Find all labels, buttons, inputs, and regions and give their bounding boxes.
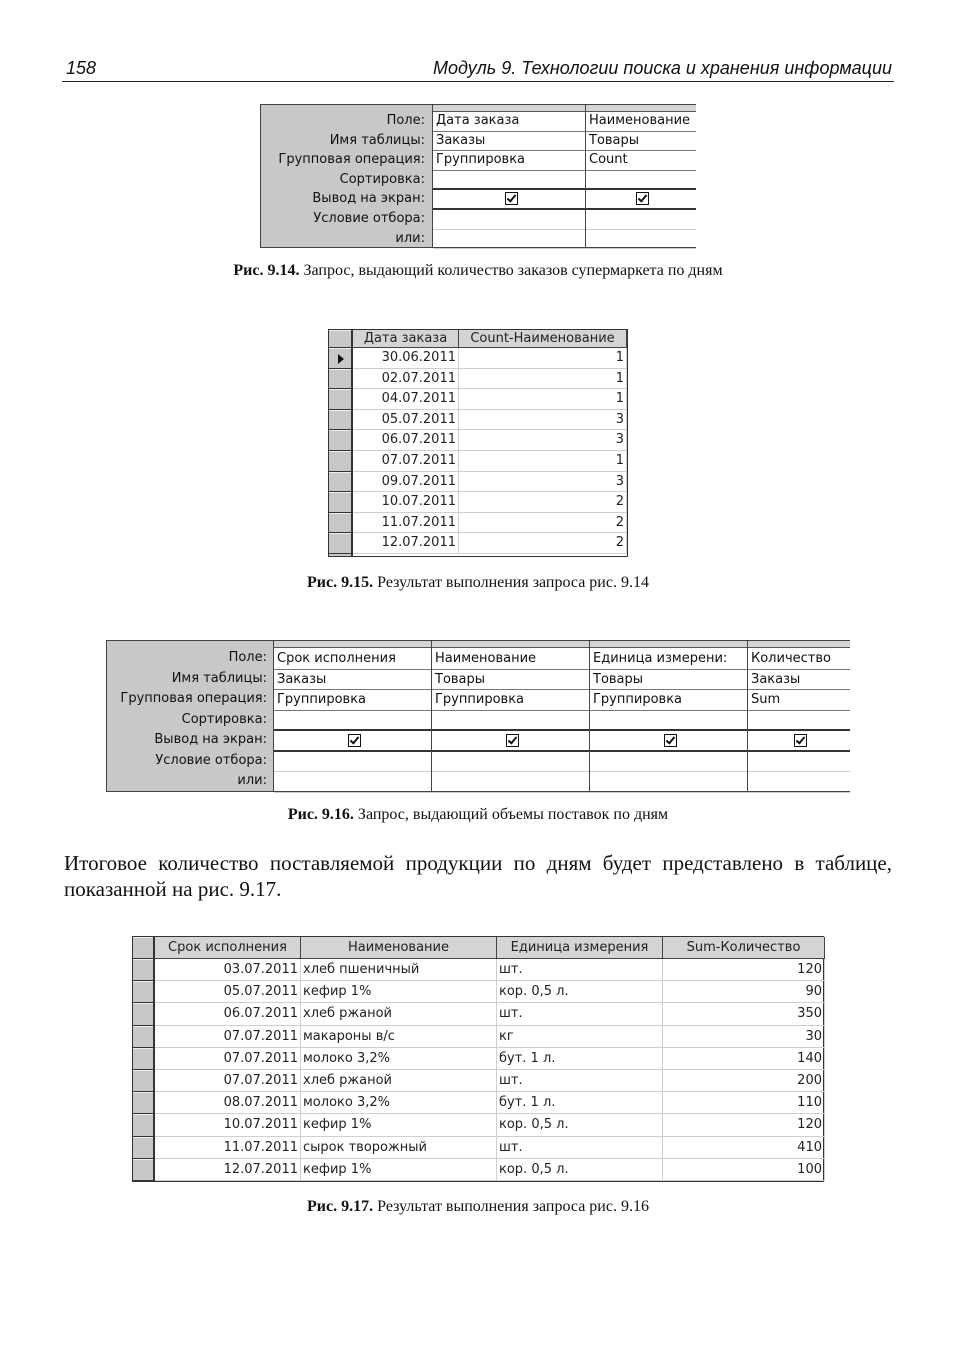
query-column[interactable] [747,641,850,791]
row-label: Сортировка: [181,711,267,727]
caption-text: Результат выполнения запроса рис. 9.16 [373,1198,649,1215]
table-cell[interactable]: кефир 1% [301,1114,497,1136]
table-cell[interactable]: Заказы [274,670,432,691]
record-selector[interactable] [133,1026,153,1048]
or-cell[interactable] [590,772,748,793]
table-cell[interactable]: 1 [459,389,627,410]
table-cell[interactable]: 1 [459,348,627,369]
sort-cell[interactable] [274,711,432,732]
record-selector[interactable] [133,1003,153,1025]
checkbox-checked-icon[interactable] [794,734,807,747]
table-cell[interactable]: хлеб ржаной [301,1070,497,1092]
checkbox-checked-icon[interactable] [505,192,518,205]
group-op-cell[interactable]: Группировка [274,690,432,711]
table-cell[interactable]: 140 [663,1048,825,1070]
column-selector[interactable] [274,641,432,648]
table-cell[interactable]: бут. 1 л. [497,1048,663,1070]
table-cell[interactable]: шт. [497,959,663,981]
row-label: Поле: [228,650,267,665]
or-cell[interactable] [748,772,850,793]
field-cell[interactable]: Единица измерени: [590,649,748,670]
table-cell[interactable]: кор. 0,5 л. [497,981,663,1003]
sort-cell[interactable] [748,711,850,732]
table-cell[interactable]: молоко 3,2% [301,1048,497,1070]
table-cell[interactable]: 30 [663,1026,825,1048]
sort-cell[interactable] [432,711,590,732]
table-cell[interactable]: 05.07.2011 [353,410,459,431]
show-checkbox-cell[interactable] [590,731,748,752]
table-cell[interactable]: 200 [663,1070,825,1092]
select-all-box[interactable] [329,330,351,348]
record-selector[interactable] [329,369,351,390]
table-cell[interactable]: 07.07.2011 [155,1048,301,1070]
table-cell[interactable]: 10.07.2011 [353,492,459,513]
row-label: Условие отбора: [155,752,267,768]
table-cell[interactable]: 2 [459,492,627,513]
query-column[interactable] [585,105,696,247]
row-label: Вывод на экран: [154,732,267,747]
query-design-grid-9-14 [260,104,696,248]
table-cell[interactable]: 12.07.2011 [353,533,459,554]
group-op-cell[interactable]: Группировка [590,690,748,711]
table-cell[interactable]: 02.07.2011 [353,369,459,390]
running-header [62,55,894,82]
row-label: Сортировка: [339,171,425,187]
table-cell[interactable]: 350 [663,1003,825,1025]
column-selector[interactable] [432,641,590,648]
caption-text: Запрос, выдающий количество заказов супермаркета по дням [299,262,723,279]
table-cell[interactable]: 30.06.2011 [353,348,459,369]
table-cell[interactable]: 11.07.2011 [155,1137,301,1159]
checkbox-checked-icon[interactable] [664,734,677,747]
criteria-cell[interactable] [274,752,432,773]
table-cell[interactable]: 2 [459,533,627,554]
group-op-cell[interactable]: Группировка [432,690,590,711]
group-op-cell[interactable]: Count [586,151,696,171]
show-checkbox-cell[interactable] [748,731,850,752]
row-label: Имя таблицы: [171,670,267,686]
caption-text: Запрос, выдающий объемы поставок по дням [353,806,669,823]
row-label: Групповая операция: [120,691,267,706]
criteria-cell[interactable] [586,210,696,230]
record-selector[interactable] [329,389,351,410]
caption-label: Рис. 9.17. [307,1198,374,1215]
table-cell[interactable]: 09.07.2011 [353,472,459,493]
table-cell[interactable]: 120 [663,959,825,981]
checkbox-checked-icon[interactable] [348,734,361,747]
table-cell[interactable]: сырок творожный [301,1137,497,1159]
table-cell[interactable]: 03.07.2011 [155,959,301,981]
table-cell[interactable]: кор. 0,5 л. [497,1159,663,1181]
group-op-cell[interactable]: Группировка [433,151,586,171]
record-selector[interactable] [133,1070,153,1092]
checkbox-checked-icon[interactable] [506,734,519,747]
table-cell[interactable]: кефир 1% [301,1159,497,1181]
row-labels [107,641,273,791]
show-checkbox-cell[interactable] [433,190,586,210]
record-selector[interactable] [133,1159,153,1181]
table-cell[interactable]: 06.07.2011 [353,430,459,451]
table-cell[interactable]: 3 [459,472,627,493]
table-cell[interactable]: 06.07.2011 [155,1003,301,1025]
query-column[interactable] [432,105,586,247]
caption-label: Рис. 9.16. [287,806,354,823]
table-cell[interactable]: 110 [663,1092,825,1114]
record-selector[interactable] [133,1092,153,1114]
table-cell[interactable]: Товары [590,670,748,691]
record-selector[interactable] [133,1048,153,1070]
criteria-cell[interactable] [590,752,748,773]
record-selector[interactable] [133,1114,153,1136]
caption-label: Рис. 9.15. [307,574,374,591]
table-cell[interactable]: кг [497,1026,663,1048]
table-cell[interactable]: 11.07.2011 [353,513,459,534]
field-cell[interactable]: Количество [748,649,850,670]
row-labels [261,105,431,247]
table-cell[interactable]: хлеб ржаной [301,1003,497,1025]
caption-label: Рис. 9.14. [233,262,300,279]
column-header[interactable]: Count-Наименование [459,330,627,348]
table-cell[interactable]: шт. [497,1137,663,1159]
record-selector[interactable] [133,981,153,1003]
query-design-grid-9-16 [106,640,850,792]
or-cell[interactable] [586,230,696,250]
field-cell[interactable]: Наименование [586,112,696,132]
record-selector[interactable] [329,492,351,513]
row-label: Поле: [386,113,425,128]
criteria-cell[interactable] [433,210,586,230]
table-cell[interactable]: 08.07.2011 [155,1092,301,1114]
sort-cell[interactable] [433,171,586,191]
caption-fig-9-15 [100,574,856,592]
table-cell[interactable]: 10.07.2011 [155,1114,301,1136]
column-header[interactable]: Наименование [301,937,497,959]
show-checkbox-cell[interactable] [274,731,432,752]
caption-fig-9-14 [100,262,856,280]
criteria-cell[interactable] [432,752,590,773]
record-selector[interactable] [329,348,351,369]
field-cell[interactable]: Наименование [432,649,590,670]
table-cell[interactable]: 04.07.2011 [353,389,459,410]
criteria-cell[interactable] [748,752,850,773]
record-selector[interactable] [133,1137,153,1159]
table-cell[interactable]: Заказы [748,670,850,691]
table-cell[interactable]: 1 [459,369,627,390]
column-selector[interactable] [590,641,748,648]
record-selector[interactable] [329,533,351,554]
result-datasheet-9-17 [132,936,824,1182]
row-label: или: [395,230,425,246]
record-selector-column [133,937,155,1181]
chapter-title: Модуль 9. Технологии поиска и хранения информации [433,58,892,78]
table-cell[interactable]: бут. 1 л. [497,1092,663,1114]
record-selector[interactable] [329,472,351,493]
row-label: Имя таблицы: [329,132,425,148]
caption-fig-9-17 [100,1198,856,1216]
row-label: Групповая операция: [278,152,425,168]
table-cell[interactable]: 05.07.2011 [155,981,301,1003]
query-column[interactable] [589,641,748,791]
sort-cell[interactable] [590,711,748,732]
table-cell[interactable]: молоко 3,2% [301,1092,497,1114]
table-cell[interactable]: кор. 0,5 л. [497,1114,663,1136]
table-cell[interactable]: 07.07.2011 [155,1026,301,1048]
or-cell[interactable] [274,772,432,793]
table-cell[interactable]: шт. [497,1070,663,1092]
table-cell[interactable]: макароны в/с [301,1026,497,1048]
column-selector[interactable] [586,105,696,112]
select-all-box[interactable] [133,937,153,959]
table-cell[interactable]: 1 [459,451,627,472]
record-selector[interactable] [329,430,351,451]
body-paragraph: Итоговое количество поставляемой продукции по дням будет представлено в таблице, показанной на рис. 9.17. [64,851,892,901]
group-op-cell[interactable]: Sum [748,690,850,711]
table-cell[interactable]: 2 [459,513,627,534]
column-header[interactable]: Единица измерения [497,937,663,959]
caption-fig-9-16 [100,806,856,824]
or-cell[interactable] [432,772,590,793]
record-selector[interactable] [329,513,351,534]
field-cell[interactable]: Срок исполнения [274,649,432,670]
record-selector-column [329,330,353,556]
show-checkbox-cell[interactable] [586,190,696,210]
column-header[interactable]: Sum-Количество [663,937,825,959]
column-header[interactable]: Дата заказа [353,330,459,348]
current-record-arrow-icon [338,354,344,364]
table-cell[interactable]: 12.07.2011 [155,1159,301,1181]
field-cell[interactable]: Дата заказа [433,112,586,132]
table-cell[interactable]: Товары [432,670,590,691]
record-selector[interactable] [329,451,351,472]
table-cell[interactable]: 120 [663,1114,825,1136]
caption-text: Результат выполнения запроса рис. 9.14 [373,574,649,591]
column-selector[interactable] [433,105,586,112]
query-column[interactable] [273,641,432,791]
query-column[interactable] [431,641,590,791]
row-label: Условие отбора: [313,211,425,226]
result-datasheet-9-15 [328,329,628,557]
table-cell[interactable]: 90 [663,981,825,1003]
row-label: или: [237,773,267,788]
table-cell[interactable]: 07.07.2011 [155,1070,301,1092]
table-cell[interactable]: кефир 1% [301,981,497,1003]
show-checkbox-cell[interactable] [432,731,590,752]
row-label: Вывод на экран: [312,191,425,207]
table-cell[interactable]: Товары [586,132,696,152]
page-number: 158 [66,58,97,78]
column-header[interactable]: Срок исполнения [155,937,301,959]
table-cell[interactable]: 410 [663,1137,825,1159]
checkbox-checked-icon[interactable] [636,192,649,205]
table-cell[interactable]: 07.07.2011 [353,451,459,472]
sort-cell[interactable] [586,171,696,191]
record-selector[interactable] [329,410,351,431]
table-cell[interactable]: Заказы [433,132,586,152]
record-selector[interactable] [133,959,153,981]
or-cell[interactable] [433,230,586,250]
table-cell[interactable]: шт. [497,1003,663,1025]
table-cell[interactable]: 3 [459,430,627,451]
column-selector[interactable] [748,641,850,648]
table-cell[interactable]: 100 [663,1159,825,1181]
table-cell[interactable]: 3 [459,410,627,431]
table-cell[interactable]: хлеб пшеничный [301,959,497,981]
